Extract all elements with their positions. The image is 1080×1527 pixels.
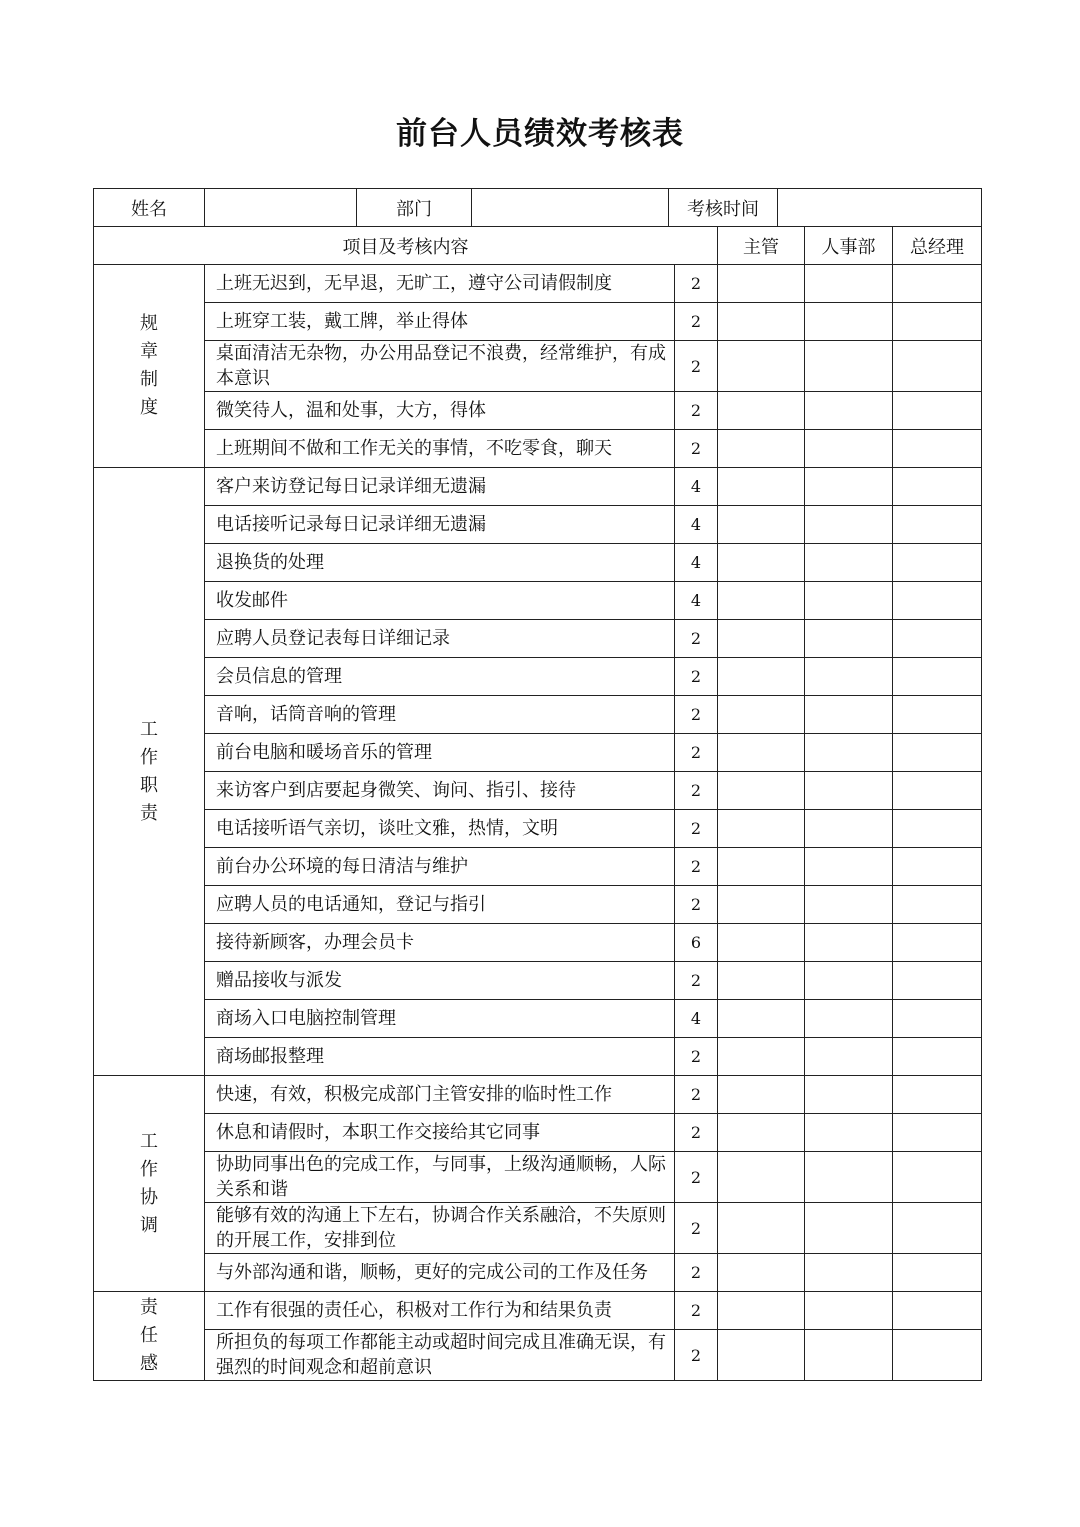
category-char: 职 (140, 774, 158, 796)
table-row (94, 1038, 982, 1076)
hr-score-cell[interactable] (805, 468, 893, 506)
item-text: 所担负的每项工作都能主动或超时间完成且准确无误，有强烈的时间观念和超前意识 (205, 1330, 675, 1381)
category-char: 度 (140, 397, 158, 418)
item-score: 2 (675, 1254, 718, 1292)
table-row (94, 772, 982, 810)
item-score: 4 (675, 506, 718, 544)
hr-score-cell[interactable] (805, 696, 893, 734)
item-text: 应聘人员的电话通知，登记与指引 (205, 886, 675, 924)
item-score: 2 (675, 1292, 718, 1330)
hr-score-cell[interactable] (805, 848, 893, 886)
table-row (94, 1292, 982, 1330)
table-row (94, 734, 982, 772)
table-row (94, 1076, 982, 1114)
supervisor-score-cell[interactable] (718, 544, 805, 582)
category-char: 责 (140, 1297, 158, 1318)
item-score: 2 (675, 430, 718, 468)
gm-score-cell[interactable] (893, 392, 982, 430)
item-text: 快速，有效，积极完成部门主管安排的临时性工作 (205, 1076, 675, 1114)
table-row (94, 848, 982, 886)
item-score: 2 (675, 341, 718, 392)
hr-score-cell[interactable] (805, 658, 893, 696)
hr-score-cell[interactable] (805, 265, 893, 303)
item-score: 2 (675, 734, 718, 772)
item-text: 能够有效的沟通上下左右，协调合作关系融洽，不失原则的开展工作，安排到位 (205, 1203, 675, 1254)
item-score: 2 (675, 1038, 718, 1076)
hr-score-cell[interactable] (805, 886, 893, 924)
category-cell (94, 468, 205, 1076)
gm-score-cell[interactable] (893, 1114, 982, 1152)
item-score: 4 (675, 1000, 718, 1038)
item-score: 4 (675, 582, 718, 620)
table-row (94, 582, 982, 620)
item-score: 6 (675, 924, 718, 962)
page-title: 前台人员绩效考核表 (396, 116, 684, 152)
hr-score-cell[interactable] (805, 1254, 893, 1292)
item-score: 2 (675, 696, 718, 734)
category-char: 作 (140, 746, 158, 768)
supervisor-score-cell[interactable] (718, 1254, 805, 1292)
table-row (94, 1000, 982, 1038)
item-score: 2 (675, 1076, 718, 1114)
category-cell (94, 265, 205, 468)
supervisor-score-cell[interactable] (718, 924, 805, 962)
hr-score-cell[interactable] (805, 1000, 893, 1038)
hr-score-cell[interactable] (805, 1203, 893, 1254)
header-row (94, 227, 982, 265)
hr-score-cell[interactable] (805, 924, 893, 962)
gm-score-cell[interactable] (893, 1203, 982, 1254)
gm-score-cell[interactable] (893, 962, 982, 1000)
dept-field[interactable] (472, 189, 669, 227)
table-row (94, 810, 982, 848)
hr-score-cell[interactable] (805, 341, 893, 392)
category-cell (94, 1076, 205, 1292)
supervisor-score-cell[interactable] (718, 392, 805, 430)
category-char: 任 (140, 1325, 158, 1346)
item-score: 4 (675, 544, 718, 582)
content-header: 项目及考核内容 (94, 227, 718, 265)
supervisor-score-cell[interactable] (718, 430, 805, 468)
gm-score-cell[interactable] (893, 265, 982, 303)
category-char: 章 (140, 341, 158, 362)
supervisor-score-cell[interactable] (718, 1114, 805, 1152)
name-field[interactable] (205, 189, 357, 227)
category-char: 作 (140, 1158, 158, 1180)
table-row (94, 392, 982, 430)
item-score: 2 (675, 303, 718, 341)
gm-score-cell[interactable] (893, 303, 982, 341)
gm-score-cell[interactable] (893, 1330, 982, 1381)
item-score: 2 (675, 658, 718, 696)
item-score: 2 (675, 392, 718, 430)
supervisor-score-cell[interactable] (718, 734, 805, 772)
item-text: 休息和请假时，本职工作交接给其它同事 (205, 1114, 675, 1152)
hr-score-cell[interactable] (805, 772, 893, 810)
item-text: 电话接听记录每日记录详细无遗漏 (205, 506, 675, 544)
item-text: 商场邮报整理 (205, 1038, 675, 1076)
item-text: 桌面清洁无杂物，办公用品登记不浪费，经常维护，有成本意识 (205, 341, 675, 392)
hr-score-cell[interactable] (805, 1152, 893, 1203)
supervisor-score-cell[interactable] (718, 303, 805, 341)
item-score: 2 (675, 848, 718, 886)
hr-score-cell[interactable] (805, 506, 893, 544)
gm-score-cell[interactable] (893, 1152, 982, 1203)
supervisor-score-cell[interactable] (718, 468, 805, 506)
hr-score-cell[interactable] (805, 962, 893, 1000)
category-char: 规 (140, 313, 158, 334)
item-text: 电话接听语气亲切，谈吐文雅，热情，文明 (205, 810, 675, 848)
info-table (93, 188, 982, 227)
item-text: 前台电脑和暖场音乐的管理 (205, 734, 675, 772)
hr-score-cell[interactable] (805, 392, 893, 430)
item-text: 与外部沟通和谐，顺畅，更好的完成公司的工作及任务 (205, 1254, 675, 1292)
table-row (94, 1203, 982, 1254)
hr-score-cell[interactable] (805, 810, 893, 848)
hr-header: 人事部 (805, 227, 893, 265)
gm-score-cell[interactable] (893, 1292, 982, 1330)
hr-score-cell[interactable] (805, 582, 893, 620)
supervisor-score-cell[interactable] (718, 810, 805, 848)
hr-score-cell[interactable] (805, 1076, 893, 1114)
hr-score-cell[interactable] (805, 544, 893, 582)
gm-score-cell[interactable] (893, 1076, 982, 1114)
table-row (94, 544, 982, 582)
table-row (94, 506, 982, 544)
table-row (94, 1330, 982, 1381)
gm-score-cell[interactable] (893, 468, 982, 506)
table-row (94, 924, 982, 962)
supervisor-score-cell[interactable] (718, 1203, 805, 1254)
item-score: 2 (675, 886, 718, 924)
supervisor-score-cell[interactable] (718, 1038, 805, 1076)
gm-score-cell[interactable] (893, 544, 982, 582)
assessment-table (93, 226, 982, 1381)
supervisor-score-cell[interactable] (718, 341, 805, 392)
supervisor-score-cell[interactable] (718, 1152, 805, 1203)
table-row (94, 886, 982, 924)
category-char: 感 (140, 1353, 158, 1374)
name-label: 姓名 (94, 189, 205, 227)
item-score: 2 (675, 1114, 718, 1152)
supervisor-score-cell[interactable] (718, 886, 805, 924)
item-text: 工作有很强的责任心，积极对工作行为和结果负责 (205, 1292, 675, 1330)
table-row (94, 1114, 982, 1152)
gm-score-cell[interactable] (893, 658, 982, 696)
item-score: 4 (675, 468, 718, 506)
item-score: 2 (675, 1152, 718, 1203)
item-text: 前台办公环境的每日清洁与维护 (205, 848, 675, 886)
supervisor-score-cell[interactable] (718, 1292, 805, 1330)
time-label: 考核时间 (669, 189, 778, 227)
supervisor-score-cell[interactable] (718, 1330, 805, 1381)
table-row (94, 303, 982, 341)
hr-score-cell[interactable] (805, 1330, 893, 1381)
hr-score-cell[interactable] (805, 303, 893, 341)
category-char: 调 (140, 1214, 158, 1236)
table-row (94, 658, 982, 696)
supervisor-header: 主管 (718, 227, 805, 265)
gm-score-cell[interactable] (893, 886, 982, 924)
item-score: 2 (675, 810, 718, 848)
hr-score-cell[interactable] (805, 734, 893, 772)
item-text: 协助同事出色的完成工作，与同事，上级沟通顺畅，人际关系和谐 (205, 1152, 675, 1203)
table-row (94, 265, 982, 303)
table-row (94, 468, 982, 506)
item-score: 2 (675, 1203, 718, 1254)
item-text: 应聘人员登记表每日详细记录 (205, 620, 675, 658)
supervisor-score-cell[interactable] (718, 506, 805, 544)
item-text: 音响，话筒音响的管理 (205, 696, 675, 734)
item-score: 2 (675, 265, 718, 303)
gm-score-cell[interactable] (893, 506, 982, 544)
gm-score-cell[interactable] (893, 430, 982, 468)
category-char: 协 (140, 1186, 158, 1208)
item-text: 来访客户到店要起身微笑、询问、指引、接待 (205, 772, 675, 810)
supervisor-score-cell[interactable] (718, 582, 805, 620)
item-text: 退换货的处理 (205, 544, 675, 582)
table-row (94, 341, 982, 392)
supervisor-score-cell[interactable] (718, 772, 805, 810)
gm-header: 总经理 (893, 227, 982, 265)
gm-score-cell[interactable] (893, 810, 982, 848)
table-row (94, 620, 982, 658)
gm-score-cell[interactable] (893, 924, 982, 962)
item-text: 上班无迟到，无早退，无旷工，遵守公司请假制度 (205, 265, 675, 303)
item-score: 2 (675, 1330, 718, 1381)
supervisor-score-cell[interactable] (718, 696, 805, 734)
item-text: 上班穿工装，戴工牌，举止得体 (205, 303, 675, 341)
gm-score-cell[interactable] (893, 696, 982, 734)
supervisor-score-cell[interactable] (718, 620, 805, 658)
item-text: 赠品接收与派发 (205, 962, 675, 1000)
gm-score-cell[interactable] (893, 848, 982, 886)
item-text: 上班期间不做和工作无关的事情，不吃零食，聊天 (205, 430, 675, 468)
table-row (94, 430, 982, 468)
hr-score-cell[interactable] (805, 1114, 893, 1152)
item-text: 微笑待人，温和处事，大方，得体 (205, 392, 675, 430)
hr-score-cell[interactable] (805, 430, 893, 468)
table-row (94, 1254, 982, 1292)
item-text: 会员信息的管理 (205, 658, 675, 696)
item-text: 接待新顾客，办理会员卡 (205, 924, 675, 962)
item-text: 客户来访登记每日记录详细无遗漏 (205, 468, 675, 506)
supervisor-score-cell[interactable] (718, 658, 805, 696)
gm-score-cell[interactable] (893, 341, 982, 392)
item-text: 收发邮件 (205, 582, 675, 620)
supervisor-score-cell[interactable] (718, 1076, 805, 1114)
gm-score-cell[interactable] (893, 772, 982, 810)
item-score: 2 (675, 620, 718, 658)
category-char: 工 (140, 1130, 158, 1152)
category-char: 责 (140, 802, 158, 824)
gm-score-cell[interactable] (893, 1038, 982, 1076)
table-row (94, 962, 982, 1000)
table-row (94, 1152, 982, 1203)
supervisor-score-cell[interactable] (718, 848, 805, 886)
time-field[interactable] (778, 189, 982, 227)
hr-score-cell[interactable] (805, 1292, 893, 1330)
dept-label: 部门 (357, 189, 472, 227)
gm-score-cell[interactable] (893, 1000, 982, 1038)
category-char: 工 (140, 718, 158, 740)
gm-score-cell[interactable] (893, 1254, 982, 1292)
gm-score-cell[interactable] (893, 620, 982, 658)
category-char: 制 (140, 369, 158, 390)
hr-score-cell[interactable] (805, 1038, 893, 1076)
gm-score-cell[interactable] (893, 582, 982, 620)
supervisor-score-cell[interactable] (718, 1000, 805, 1038)
item-score: 2 (675, 962, 718, 1000)
supervisor-score-cell[interactable] (718, 265, 805, 303)
supervisor-score-cell[interactable] (718, 962, 805, 1000)
item-text: 商场入口电脑控制管理 (205, 1000, 675, 1038)
gm-score-cell[interactable] (893, 734, 982, 772)
item-score: 2 (675, 772, 718, 810)
category-cell (94, 1292, 205, 1381)
hr-score-cell[interactable] (805, 620, 893, 658)
table-row (94, 696, 982, 734)
